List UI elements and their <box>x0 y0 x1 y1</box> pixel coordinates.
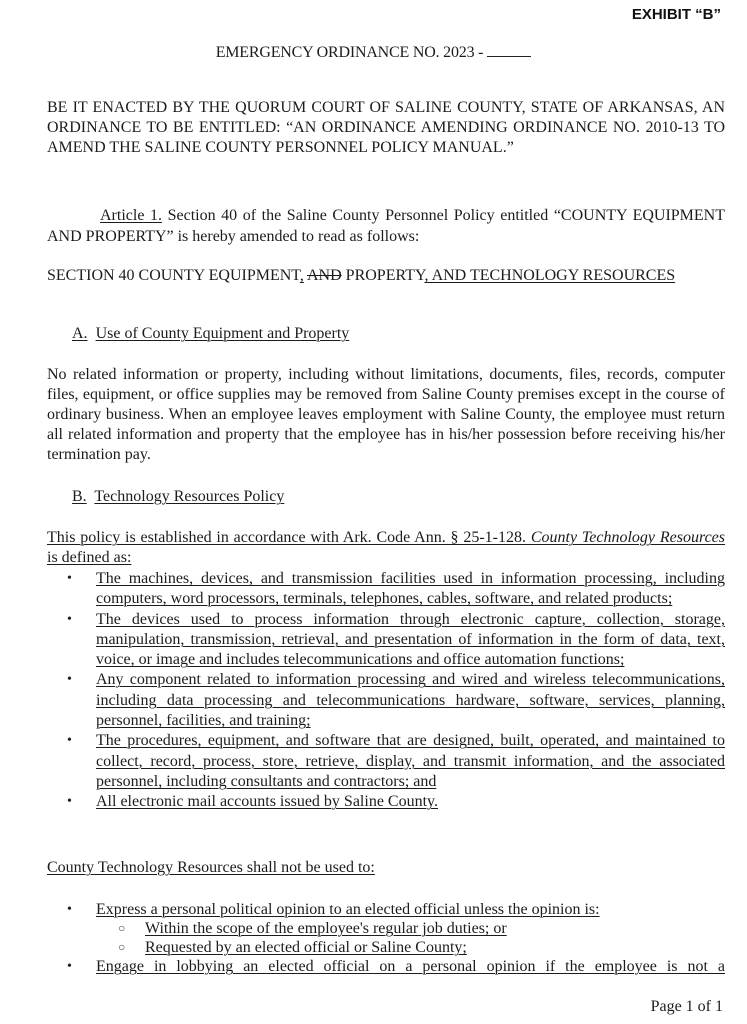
definition-text: The procedures, equipment, and software that are designed, built, operated, and maintained to collect, record, process, store, retrieve, display, and transmit information, and the associated personnel, including consultants and contractors; and <box>96 732 725 790</box>
restrictions-heading <box>47 858 725 878</box>
definitions-list <box>47 569 725 813</box>
subsection-b-intro <box>47 528 725 568</box>
bullet-icon: • <box>67 611 72 627</box>
section-heading <box>47 266 725 286</box>
restriction-text: Engage in lobbying an elected official on a personal opinion if the employee is not a <box>96 958 725 975</box>
exhibit-label: EXHIBIT “B” <box>631 6 721 23</box>
ordinance-number-blank <box>487 44 531 57</box>
definition-text: The machines, devices, and transmission facilities used in information processing, including computers, word processors, terminals, telephones, cables, software, and related products; <box>96 570 725 608</box>
definition-text: The devices used to process information through electronic capture, collection, storage, manipulation, transmission, retrieval, and presentation of information in the form of data, text, voice, or image and includes telecommunications and office automation functions; <box>96 610 725 669</box>
bullet-icon: • <box>67 672 72 688</box>
circle-bullet-icon: ○ <box>118 921 126 935</box>
section-heading-inserted-tail: , AND TECHNOLOGY RESOURCES <box>424 267 676 284</box>
section-heading-struck-and: AND <box>307 267 342 284</box>
ordinance-title-text: EMERGENCY ORDINANCE NO. 2023 - <box>215 44 484 61</box>
definition-text: Any component related to information processing and wired and wireless telecommunications, including data processing and telecommunications hardware, software, services, planning, personnel, facilities, and training; <box>96 671 725 730</box>
bullet-icon: • <box>67 733 72 749</box>
article-label: Article 1. <box>100 207 163 224</box>
definition-item <box>47 731 725 792</box>
definition-item <box>47 792 725 812</box>
ordinance-title <box>0 44 747 62</box>
definition-item <box>47 670 725 731</box>
restrictions-heading-text: County Technology Resources shall not be used to: <box>47 859 375 876</box>
bullet-icon: • <box>67 571 72 586</box>
page-number: Page 1 of 1 <box>650 998 723 1015</box>
intro-after: is defined as: <box>47 549 132 566</box>
restriction-item <box>47 900 725 957</box>
restriction-sub-text: Within the scope of the employee's regular job duties; or <box>145 920 507 937</box>
subsection-a-body: No related information or property, including without limitations, documents, files, records, computer files, equipment, or office supplies may be removed from Saline County premises except in the course of ordinary business. When an employee leaves employment with Saline County, the employee must return all related information and property that the employee has in his/her possession before receiving his/her termination pay. <box>47 366 725 463</box>
restriction-sub-text: Requested by an elected official or Saline County; <box>145 939 467 956</box>
article-1 <box>47 205 725 247</box>
restriction-sub-item <box>96 938 725 957</box>
definition-item <box>47 610 725 671</box>
article-text: Section 40 of the Saline County Personnel Policy entitled “COUNTY EQUIPMENT AND PROPERTY” is hereby amended to read as follows: <box>47 207 726 245</box>
restriction-item <box>47 957 725 976</box>
subsection-a-heading <box>47 324 747 344</box>
definition-text: All electronic mail accounts issued by Saline County. <box>96 793 438 811</box>
restriction-text: Express a personal political opinion to an elected official unless the opinion is: <box>96 901 600 918</box>
section-heading-inserted-comma: , <box>299 267 304 284</box>
restriction-sub-item <box>96 919 725 938</box>
intro-before: This policy is established in accordance with Ark. Code Ann. § 25-1-128. <box>47 529 531 546</box>
intro-italic-term: County Technology Resources <box>530 529 726 546</box>
bullet-icon: • <box>67 794 72 810</box>
enacting-clause: BE IT ENACTED BY THE QUORUM COURT OF SALINE COUNTY, STATE OF ARKANSAS, AN ORDINANCE TO BE ENTITLED: “AN ORDINANCE AMENDING ORDINANCE NO. 2010-13 TO AMEND THE SALINE COUNTY PERSONNEL POLICY MANUAL.” <box>47 99 725 156</box>
subsection-a-letter: A. <box>72 325 88 342</box>
bullet-icon: • <box>67 959 72 974</box>
subsection-a-title: Use of County Equipment and Property <box>95 325 350 342</box>
section-heading-prefix: SECTION 40 COUNTY EQUIPMENT <box>47 267 300 284</box>
section-heading-middle: PROPERTY <box>345 267 425 284</box>
bullet-icon: • <box>67 902 72 917</box>
subsection-b-heading <box>47 487 747 507</box>
definition-item <box>47 569 725 610</box>
subsection-b-title: Technology Resources Policy <box>94 488 285 505</box>
article-indent <box>47 207 100 224</box>
subsection-b-letter: B. <box>72 488 87 505</box>
restrictions-list <box>47 900 725 976</box>
circle-bullet-icon: ○ <box>118 940 126 954</box>
